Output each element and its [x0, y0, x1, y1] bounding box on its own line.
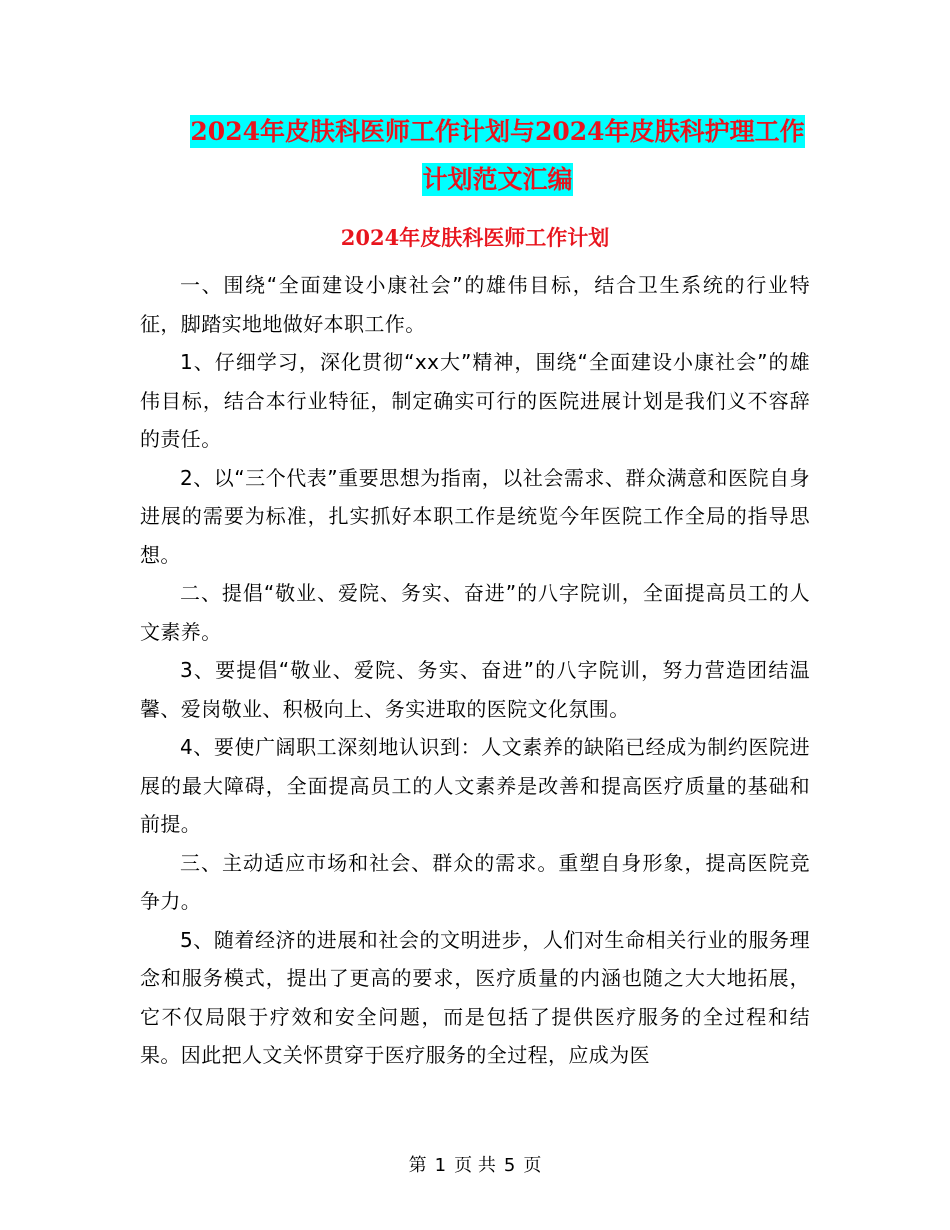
paragraph: 2、以“三个代表”重要思想为指南，以社会需求、群众满意和医院自身进展的需要为标准，扎实抓好本职工作是统览今年医院工作全局的指导思想。: [140, 465, 810, 567]
document-body: [140, 266, 810, 1075]
paragraph: 三、主动适应市场和社会、群众的需求。重塑自身形象，提高医院竞争力。: [140, 850, 810, 913]
paragraph: 一、围绕“全面建设小康社会”的雄伟目标，结合卫生系统的行业特征，脚踏实地地做好本职工作。: [140, 273, 810, 336]
footer-page-suffix: 页: [523, 1155, 542, 1176]
footer-page-mid: 页 共: [454, 1155, 496, 1176]
document-title: [100, 108, 895, 204]
paragraph: 二、提倡“敬业、爱院、务实、奋进”的八字院训，全面提高员工的人文素养。: [140, 581, 810, 644]
footer-page-total: 5: [503, 1155, 516, 1176]
document-title-line-2: 计划范文汇编: [422, 165, 573, 194]
footer-page-prefix: 第: [408, 1155, 427, 1176]
document-title-line-1: 2024年皮肤科医师工作计划与2024年皮肤科护理工作: [190, 117, 805, 146]
footer-page-current: 1: [434, 1155, 447, 1176]
section-title: 2024年皮肤科医师工作计划: [340, 225, 610, 250]
page-footer: [0, 1154, 950, 1178]
paragraph: 4、要使广阔职工深刻地认识到：人文素养的缺陷已经成为制约医院进展的最大障碍，全面提高员工的人文素养是改善和提高医疗质量的基础和前提。: [140, 735, 810, 836]
paragraph: 3、要提倡“敬业、爱院、务实、奋进”的八字院训，努力营造团结温馨、爱岗敬业、积极向上、务实进取的医院文化氛围。: [140, 658, 810, 721]
paragraph: 5、随着经济的进展和社会的文明进步，人们对生命相关行业的服务理念和服务模式，提出了更高的要求，医疗质量的内涵也随之大大地拓展，它不仅局限于疗效和安全问题，而是包括了提供医疗服务的全过程和结果。因此把人文关怀贯穿于医疗服务的全过程，应成为医: [140, 927, 810, 1067]
paragraph: 1、仔细学习，深化贯彻“xx大”精神，围绕“全面建设小康社会”的雄伟目标，结合本行业特征，制定确实可行的医院进展计划是我们义不容辞的责任。: [140, 350, 810, 451]
